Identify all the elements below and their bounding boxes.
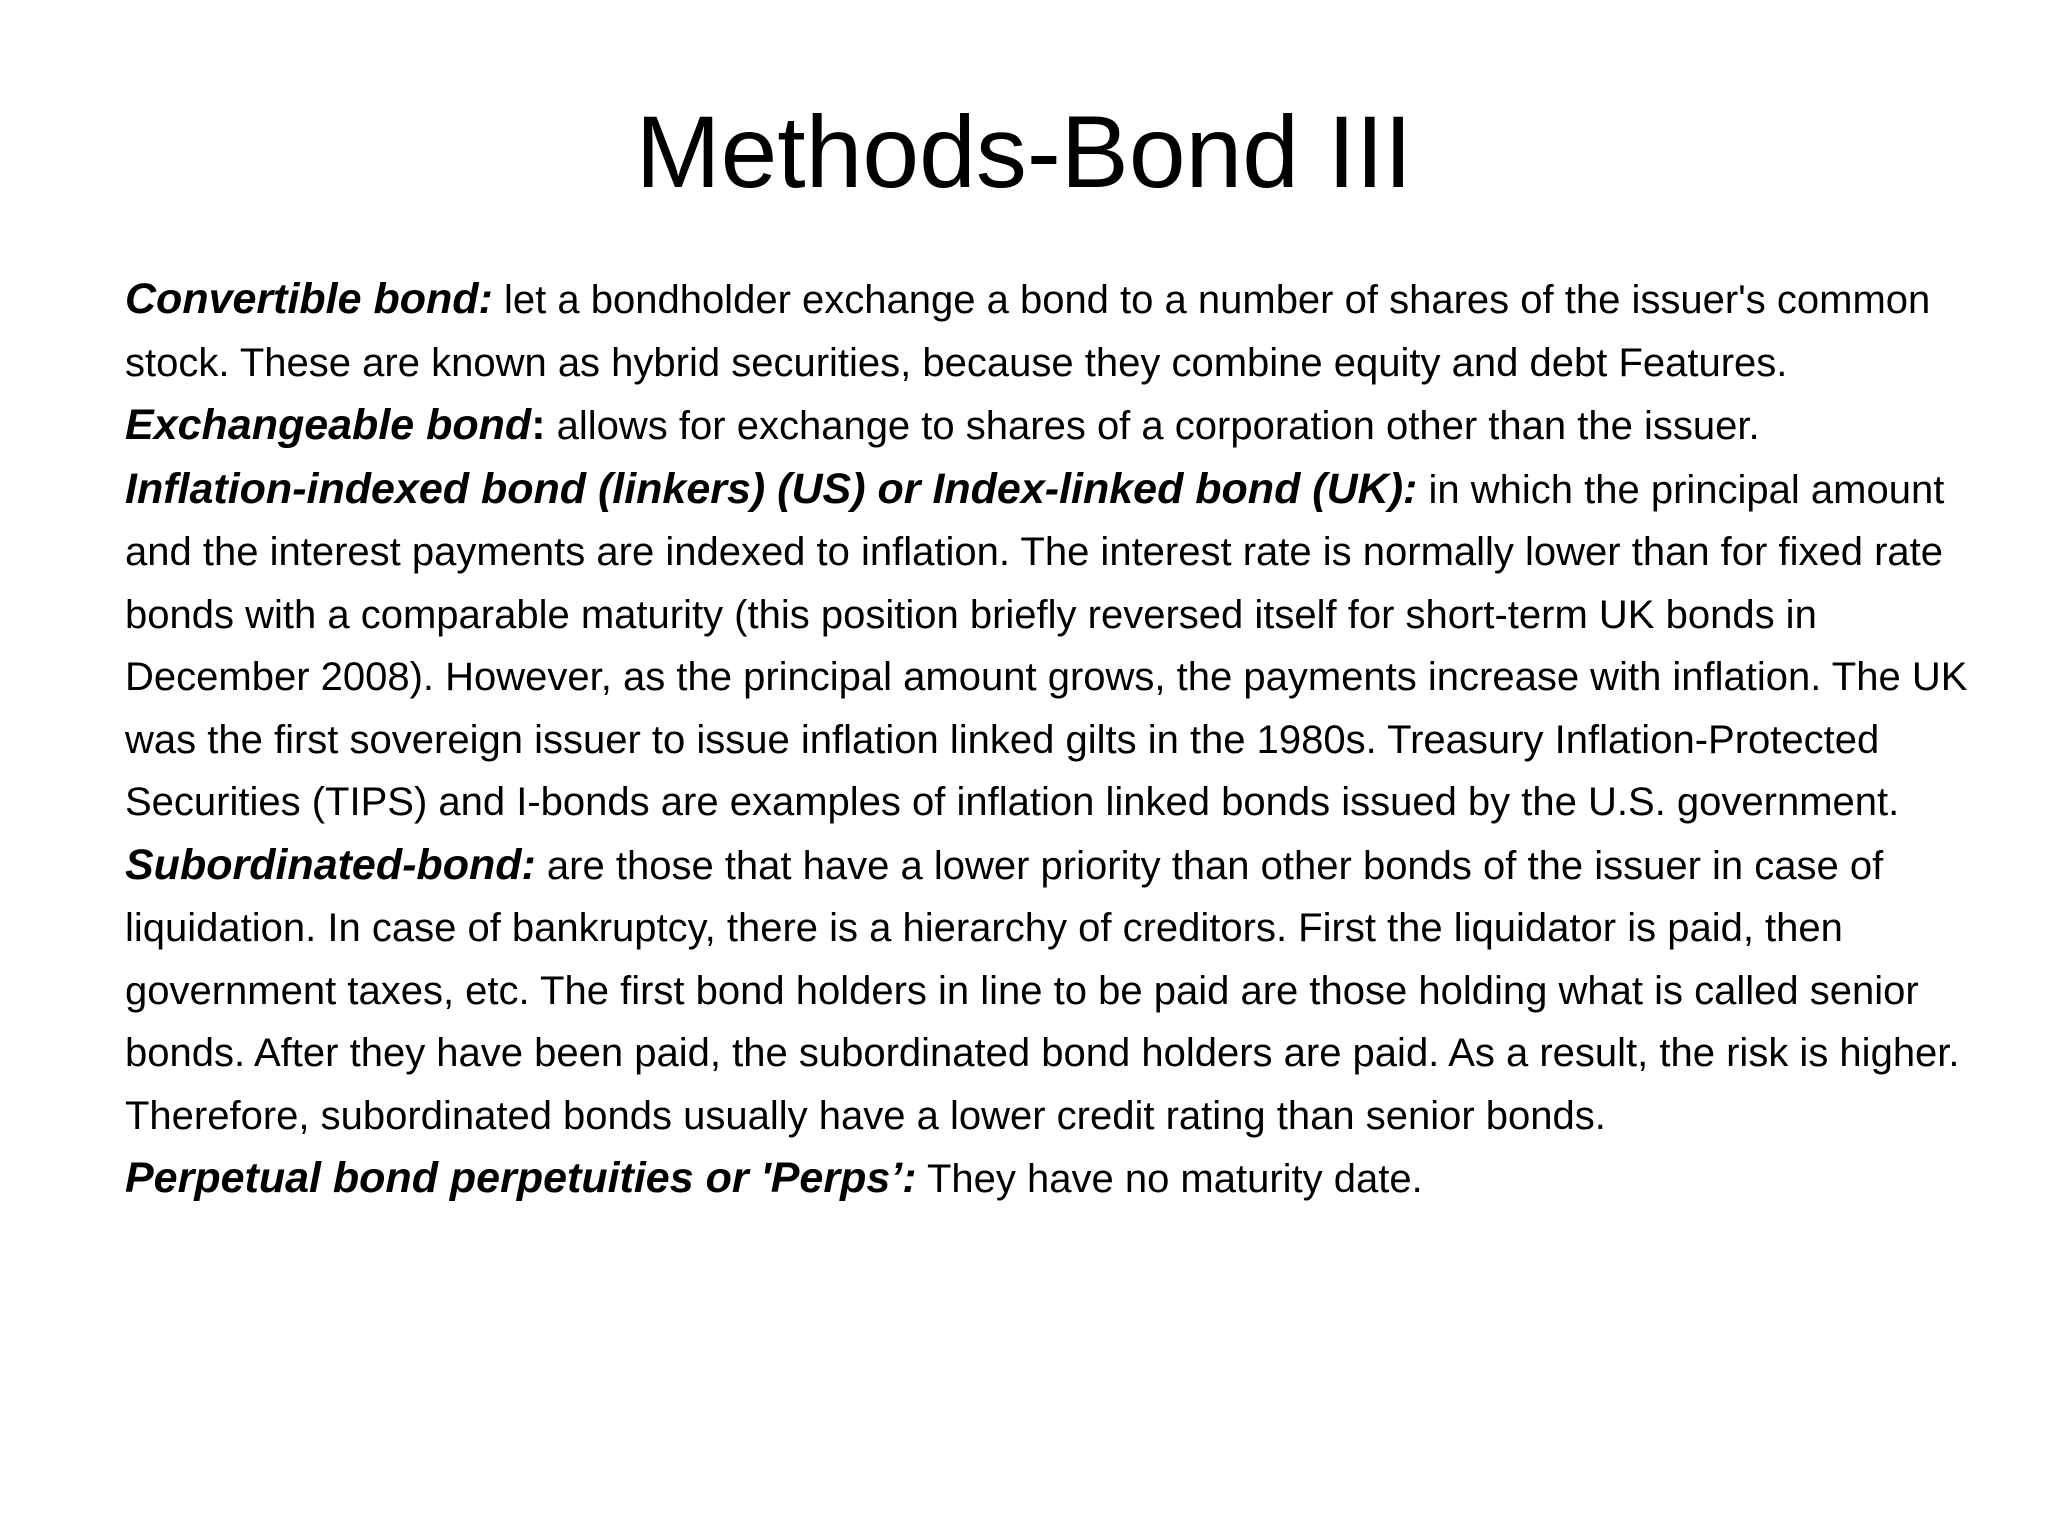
paragraph-convertible-bond (125, 268, 2005, 394)
definition-perpetual-bond: They have no maturity date. (916, 1157, 1423, 1201)
definition-subordinated-bond: are those that have a lower priority than other bonds of the issuer in case of liquidation. In case of bankruptcy, there is a hierarchy of creditors. First the liquidator is paid, then government taxes, etc. The first bond holders in line to be paid are those holding what is called senior bonds. After they have been paid, the subordinated bond holders are paid. As a result, the risk is higher. Therefore, subordinated bonds usually have a lower credit rating than senior bonds. (125, 843, 1960, 1138)
term-exchangeable-bond-colon: : (531, 401, 546, 449)
definition-inflation-indexed-bond: in which the principal amount and the interest payments are indexed to inflation. The interest rate is normally lower than for fixed rate bonds with a comparable maturity (this position briefly reversed itself for short-term UK bonds in December 2008). However, as the principal amount grows, the payments increase with inflation. The UK was the first sovereign issuer to issue inflation linked gilts in the 1980s. Treasury Inflation-Protected Securities (TIPS) and I-bonds are examples of inflation linked bonds issued by the U.S. government. (125, 467, 1968, 824)
definition-convertible-bond: let a bondholder exchange a bond to a number of shares of the issuer's common stock. These are known as hybrid securities, because they combine equity and debt Features. (125, 278, 1931, 385)
term-inflation-indexed-bond: Inflation-indexed bond (linkers) (US) or Index-linked bond (UK): (125, 464, 1418, 513)
term-perpetual-bond: Perpetual bond perpetuities or 'Perps’: (125, 1154, 917, 1202)
paragraph-inflation-indexed-bond (125, 458, 2005, 834)
slide-body (125, 268, 2005, 1211)
term-convertible-bond: Convertible bond: (125, 275, 493, 323)
paragraph-perpetual-bond (125, 1147, 2005, 1211)
term-exchangeable-bond: Exchangeable bond (125, 401, 532, 449)
paragraph-subordinated-bond (125, 834, 2005, 1148)
term-subordinated-bond: Subordinated-bond: (125, 840, 536, 889)
definition-exchangeable-bond: allows for exchange to shares of a corporation other than the issuer. (545, 404, 1760, 448)
slide-title: Methods-Bond III (635, 95, 1413, 209)
paragraph-exchangeable-bond (125, 394, 2005, 458)
